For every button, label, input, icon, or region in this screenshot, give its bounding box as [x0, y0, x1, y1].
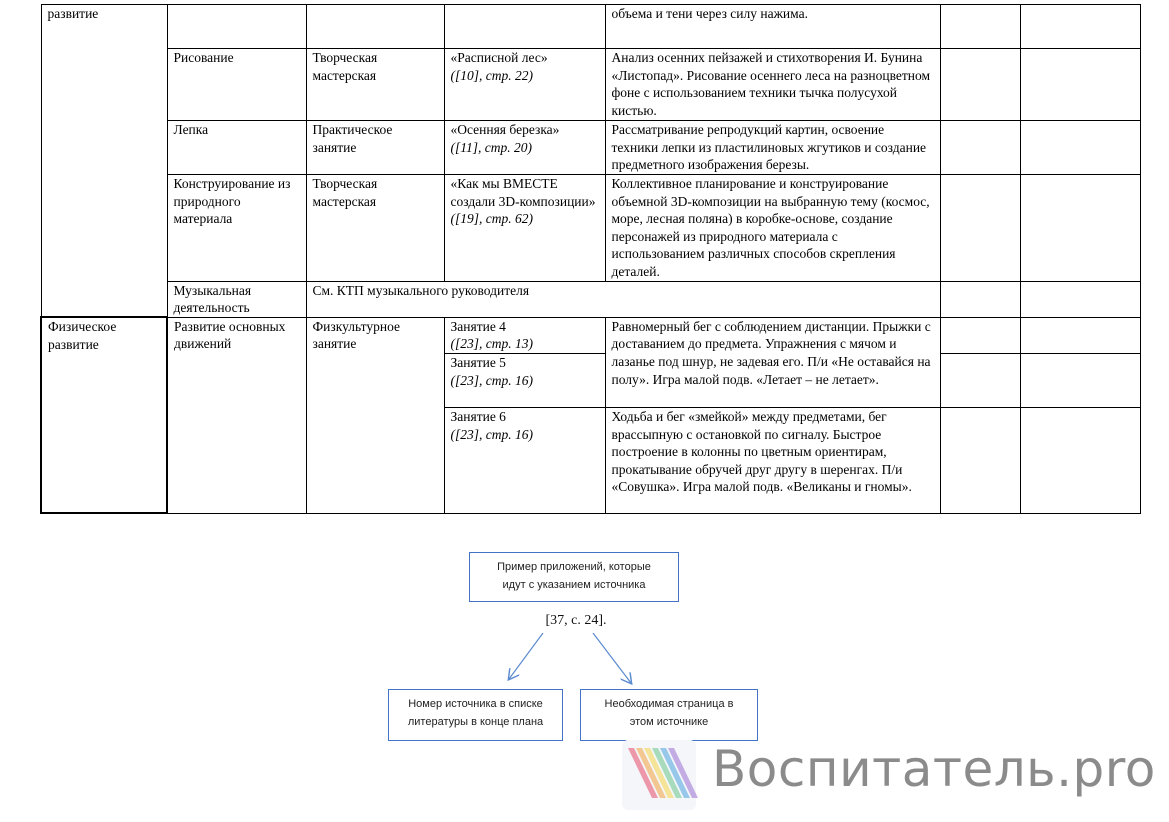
- topic-title: «Как мы ВМЕСТЕ создали 3D-композиции»: [450, 176, 596, 209]
- topic-reference: ([10], стр. 22): [450, 67, 533, 83]
- extra-cell: [1020, 281, 1140, 317]
- form-cell: [306, 5, 444, 49]
- table-row: [41, 317, 1140, 353]
- right-box-line: этом источнике: [629, 716, 709, 728]
- form-cell: Физкультурное занятие: [306, 317, 444, 513]
- table-row: [41, 281, 1140, 317]
- extra-cell: [940, 317, 1020, 353]
- area-cell: развитие: [41, 5, 167, 318]
- table-row: [41, 175, 1140, 282]
- extra-cell: [940, 5, 1020, 49]
- topic-reference: ([19], стр. 62): [450, 211, 533, 227]
- activity-cell: Конструирование из природного материала: [167, 175, 306, 282]
- topic-cell: [444, 353, 605, 407]
- extra-cell: [1020, 175, 1140, 282]
- content-cell: Ходьба и бег «змейкой» между предметами, бег врассыпную с остановкой по сигналу. Быстрое построение в колонны по цветным ориентирам, прокатывание обручей друг другу в шеренгах. П/и «Совушка». Игра малой подв. «Великаны и гномы».: [605, 407, 940, 513]
- topic-title: Занятие 5: [450, 354, 506, 370]
- table-row: [41, 5, 1140, 49]
- extra-cell: [1020, 121, 1140, 175]
- extra-cell: [940, 175, 1020, 282]
- topic-cell: [444, 407, 605, 513]
- content-cell: Равномерный бег с соблюдением дистанции. Прыжки с доставанием до предмета. Упражнения с мячом и лазанье под шнур, не задевая его. П/и «Не оставайся на полу». Игра малой подв. «Летает – не летает».: [605, 317, 940, 407]
- topic-cell: [444, 317, 605, 353]
- topic-reference: ([11], стр. 20): [450, 139, 532, 155]
- left-box: [388, 689, 563, 741]
- extra-cell: [940, 407, 1020, 513]
- left-box-line: литературы в конце плана: [407, 716, 544, 728]
- topic-cell: [444, 121, 605, 175]
- content-cell: Рассматривание репродукций картин, освоение техники лепки из пластилиновых жгутиков и создание предметного изображения березы.: [605, 121, 940, 175]
- table-row: [41, 49, 1140, 121]
- topic-title: «Осенняя березка»: [450, 122, 560, 137]
- topic-title: Занятие 4: [450, 318, 506, 334]
- extra-cell: [1020, 353, 1140, 407]
- content-cell: Коллективное планирование и конструирование объемной 3D-композиции на выбранную тему (космос, море, лесная поляна) в коробке-основе, создание персонажей из природного материала с использованием различных способов скрепления деталей.: [605, 175, 940, 282]
- topic-cell: [444, 49, 605, 121]
- content-cell: объема и тени через силу нажима.: [605, 5, 940, 49]
- activity-cell: [167, 5, 306, 49]
- activity-cell: Музыкальная деятельность: [167, 281, 306, 317]
- right-box-line: Необходимая страница в: [604, 698, 734, 710]
- lesson-plan-table: [40, 4, 1141, 514]
- right-arrow: [593, 633, 631, 683]
- extra-cell: [940, 49, 1020, 121]
- topic-title: «Расписной лес»: [450, 50, 548, 65]
- content-cell: Анализ осенних пейзажей и стихотворения И. Бунина «Листопад». Рисование осеннего леса на разноцветном фоне с использованием техники тычка полусухой кистью.: [605, 49, 940, 121]
- right-box: [580, 689, 758, 741]
- extra-cell: [940, 281, 1020, 317]
- topic-cell: [444, 5, 605, 49]
- topic-reference: ([23], стр. 16): [450, 426, 533, 442]
- extra-cell: [940, 121, 1020, 175]
- extra-cell: [1020, 407, 1140, 513]
- activity-cell: Рисование: [167, 49, 306, 121]
- extra-cell: [1020, 49, 1140, 121]
- form-cell: Практическое занятие: [306, 121, 444, 175]
- form-cell: Творческая мастерская: [306, 49, 444, 121]
- activity-cell: Лепка: [167, 121, 306, 175]
- topic-reference: ([23], стр. 13): [450, 336, 533, 352]
- left-arrow: [509, 633, 543, 679]
- top-box-line: идут с указанием источника: [502, 579, 646, 591]
- topic-title: Занятие 6: [450, 408, 506, 424]
- extra-cell: [1020, 317, 1140, 353]
- extra-cell: [940, 353, 1020, 407]
- watermark-logo: [620, 738, 1156, 814]
- left-box-line: Номер источника в списке: [408, 698, 543, 710]
- top-box: [469, 552, 679, 602]
- table-row: [41, 121, 1140, 175]
- topic-cell: [444, 175, 605, 282]
- reference-diagram: [383, 545, 776, 745]
- top-box-line: Пример приложений, которые: [497, 561, 651, 573]
- reference-label: [37, с. 24].: [535, 609, 617, 633]
- pencils-icon: [620, 738, 700, 814]
- topic-reference: ([23], стр. 16): [450, 372, 533, 388]
- form-cell: См. КТП музыкального руководителя: [306, 281, 940, 317]
- activity-cell: Развитие основных движений: [167, 317, 306, 513]
- extra-cell: [1020, 5, 1140, 49]
- area-cell: Физическое развитие: [41, 317, 167, 513]
- logo-text: Воспитатель.pro: [712, 740, 1156, 798]
- form-cell: Творческая мастерская: [306, 175, 444, 282]
